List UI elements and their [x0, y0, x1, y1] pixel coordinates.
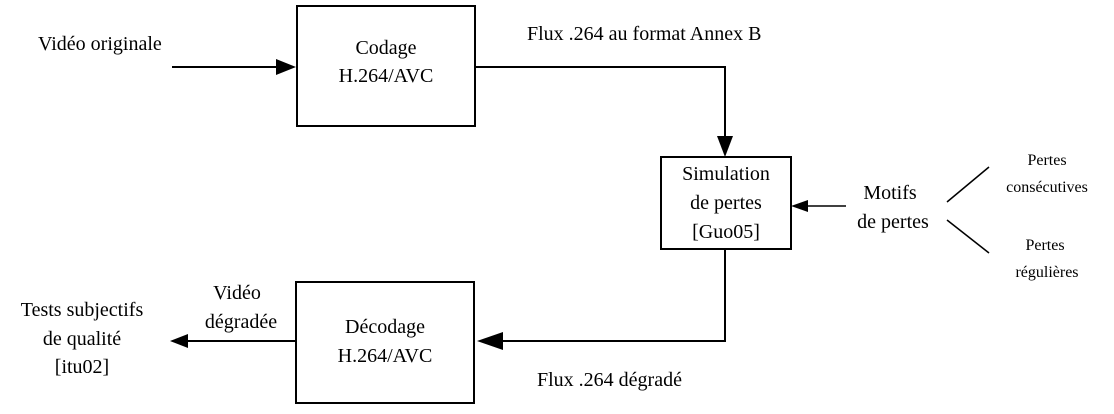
arrowhead-input-to-codage — [276, 59, 296, 75]
motifs-label-line2: de pertes — [857, 211, 929, 233]
arrowhead-codage-to-simulation — [717, 136, 733, 157]
branch-line-consecutives — [947, 167, 989, 202]
pertes-regulieres-line1: Pertes — [1025, 237, 1065, 254]
decodage-box — [296, 282, 474, 403]
branch-line-regulieres — [947, 220, 989, 253]
flux-degrade-label: Flux .264 dégradé — [537, 369, 682, 391]
decodage-label-line1: Décodage — [345, 316, 425, 338]
simulation-label-line3: [Guo05] — [692, 221, 760, 243]
simulation-label-line2: de pertes — [690, 192, 762, 214]
arrowhead-simulation-to-decodage — [477, 332, 503, 350]
arrowhead-motifs-to-simulation — [791, 200, 808, 212]
tests-label-line2: de qualité — [42, 328, 122, 350]
pertes-consecutives-line1: Pertes — [1027, 152, 1067, 169]
codage-label-line1: Codage — [355, 37, 417, 59]
arrow-codage-to-simulation — [475, 67, 725, 140]
simulation-label-line1: Simulation — [682, 163, 770, 185]
decodage-label-line2: H.264/AVC — [337, 345, 433, 367]
tests-label-line1: Tests subjectifs — [20, 299, 144, 321]
motifs-label-line1: Motifs — [863, 182, 917, 204]
flux-annex-b-label: Flux .264 au format Annex B — [527, 23, 762, 45]
pertes-regulieres-line2: régulières — [1015, 264, 1079, 281]
input-video-label: Vidéo originale — [38, 33, 162, 55]
video-degradee-line1: Vidéo — [213, 282, 261, 304]
tests-label-line3: [itu02] — [54, 356, 110, 378]
video-degradee-line2: dégradée — [204, 311, 278, 333]
pertes-consecutives-line2: consécutives — [1006, 179, 1088, 196]
arrow-simulation-to-decodage — [500, 249, 725, 341]
arrowhead-decodage-to-tests — [170, 334, 188, 348]
codage-label-line2: H.264/AVC — [338, 65, 434, 87]
